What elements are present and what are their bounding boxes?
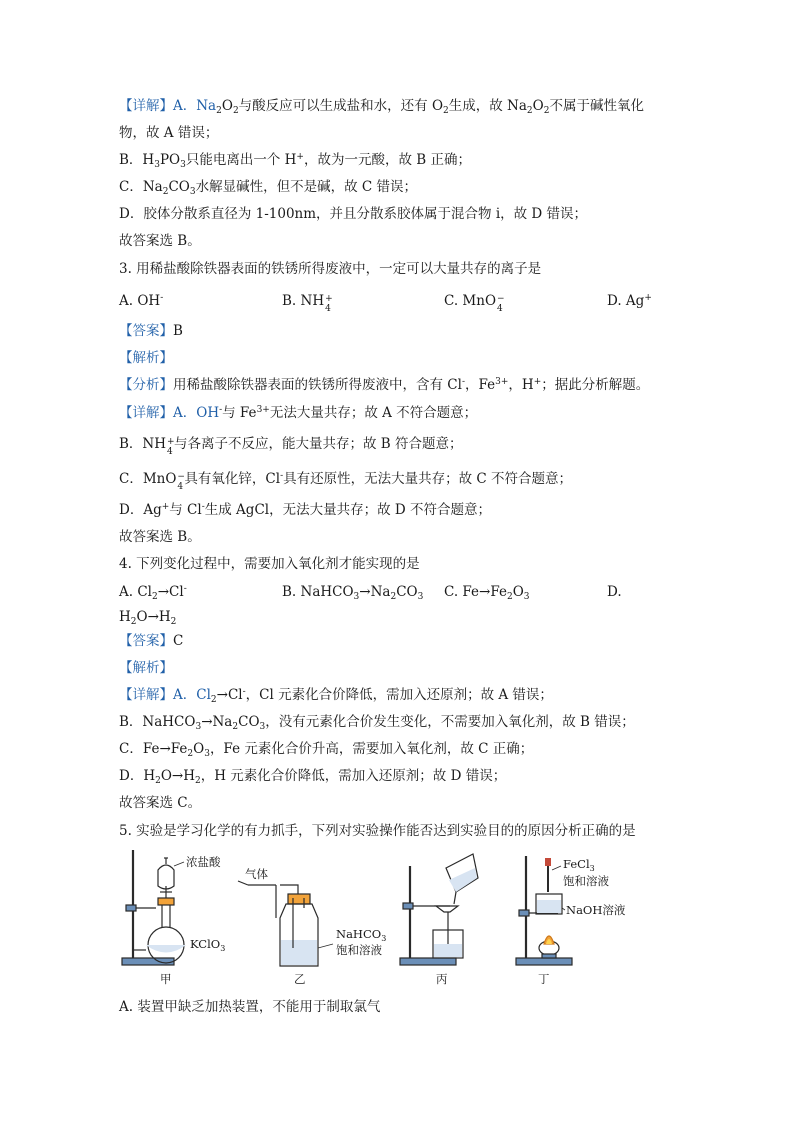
q2-detail-d: D．胶体分散系直径为 1-100nm，并且分散系胶体属于混合物 i，故 D 错误； xyxy=(119,206,588,222)
q4-answer: 【答案】C xyxy=(119,633,184,649)
q2-conclusion: 故答案选 B。 xyxy=(119,233,201,249)
ding-reagent-3: NaOH溶液 xyxy=(566,903,626,917)
apparatus-yi xyxy=(238,881,318,966)
q4-detail-a: 【详解】A．$Cl_2\to Cl^-$，Cl 元素化合价降低，需加入还原剂；故 A 错误； xyxy=(119,687,553,705)
yi-label: 乙 xyxy=(294,972,306,986)
q3-option-a: A. OH- xyxy=(119,293,164,309)
q4-stem: 4. 下列变化过程中，需要加入氧化剂才能实现的是 xyxy=(119,556,420,572)
q2-detail-b: B．$H_3PO_3$只能电离出一个 H+，故为一元酸，故 B 正确； xyxy=(119,152,471,170)
q4-detail-b: B．$NaHCO_3\to Na_2CO_3$，没有元素化合价发生变化，不需要加入氧化剂，故 B 错误； xyxy=(119,714,635,732)
q4-option-d: D. xyxy=(607,584,622,600)
q4-option-c: C. $Fe\to Fe_2O_3$ xyxy=(444,584,530,602)
yi-reagent-2: 饱和溶液 xyxy=(336,943,382,957)
yi-reagent-1: NaHCO$_3$ xyxy=(336,927,387,943)
q4-detail-c: C．$Fe\to Fe_2O_3$，Fe 元素化合价升高，需要加入氧化剂，故 C 正确； xyxy=(119,741,534,759)
yi-gas: 气体 xyxy=(245,867,268,881)
q2-detail-a-cont: 物，故 A 错误； xyxy=(119,125,219,141)
q4-detail-d: D．$H_2O\to H_2$，H 元素化合价降低，需加入还原剂；故 D 错误； xyxy=(119,768,507,786)
q5-stem: 5. 实验是学习化学的有力抓手，下列对实验操作能否达到实验目的的原因分析正确的是 xyxy=(119,823,636,839)
q3-stem: 3. 用稀盐酸除铁器表面的铁锈所得废液中，一定可以大量共存的离子是 xyxy=(119,261,542,277)
ding-label: 丁 xyxy=(538,972,550,986)
q4-option-d-cont: $H_2O\to H_2$ xyxy=(119,609,177,627)
q4-conclusion: 故答案选 C。 xyxy=(119,795,202,811)
q3-conclusion: 故答案选 B。 xyxy=(119,529,201,545)
q4-option-b: B. $NaHCO_3\to Na_2CO_3$ xyxy=(282,584,424,602)
jia-reagent-bottom: KClO$_3$ xyxy=(190,937,226,953)
q3-fenxi: 【分析】用稀盐酸除铁器表面的铁锈所得废液中，含有 Cl-，$Fe^{3+}$，H+；据此分析解题。 xyxy=(119,377,650,393)
q3-answer: 【答案】B xyxy=(119,323,183,339)
q3-option-b: B. NH + 4 xyxy=(282,293,333,314)
q5-option-a: A. 装置甲缺乏加热装置，不能用于制取氯气 xyxy=(119,999,381,1015)
apparatus-jia xyxy=(122,850,186,965)
ding-reagent-2: 饱和溶液 xyxy=(563,874,609,888)
apparatus-bing xyxy=(400,854,478,965)
apparatus-ding xyxy=(516,856,572,965)
q2-detail-a: 【详解】A．$Na_2O_2$与酸反应可以生成盐和水，还有 $O_2$生成，故 $Na_2O_2$不属于碱性氧化 xyxy=(119,98,644,116)
ding-reagent-1: FeCl$_3$ xyxy=(563,857,595,873)
q3-option-c: C. MnO − 4 xyxy=(444,293,505,314)
q3-analysis-tag: 【解析】 xyxy=(119,350,173,366)
jia-reagent-top: 浓盐酸 xyxy=(186,855,221,869)
bing-label: 丙 xyxy=(436,972,448,986)
q2-detail-c: C．$Na_2CO_3$水解显碱性，但不是碱，故 C 错误； xyxy=(119,179,417,197)
jia-label: 甲 xyxy=(160,972,172,986)
q3-detail-a: 【详解】A．OH-与 $Fe^{3+}$无法大量共存；故 A 不符合题意； xyxy=(119,405,478,421)
q4-analysis-tag: 【解析】 xyxy=(119,660,173,676)
q4-option-a: A. $Cl_2\to Cl^-$ xyxy=(119,584,187,602)
apparatus-figure xyxy=(118,848,638,988)
q3-detail-d: D．Ag+与 Cl-生成 AgCl，无法大量共存；故 D 不符合题意； xyxy=(119,502,492,518)
q3-option-d: D. Ag+ xyxy=(607,293,652,309)
q3-detail-b: B．NH + 4 与各离子不反应，能大量共存；故 B 符合题意； xyxy=(119,436,463,457)
q3-detail-c: C．MnO − 4 具有氧化锌，Cl-具有还原性，无法大量共存；故 C 不符合题意； xyxy=(119,471,573,492)
